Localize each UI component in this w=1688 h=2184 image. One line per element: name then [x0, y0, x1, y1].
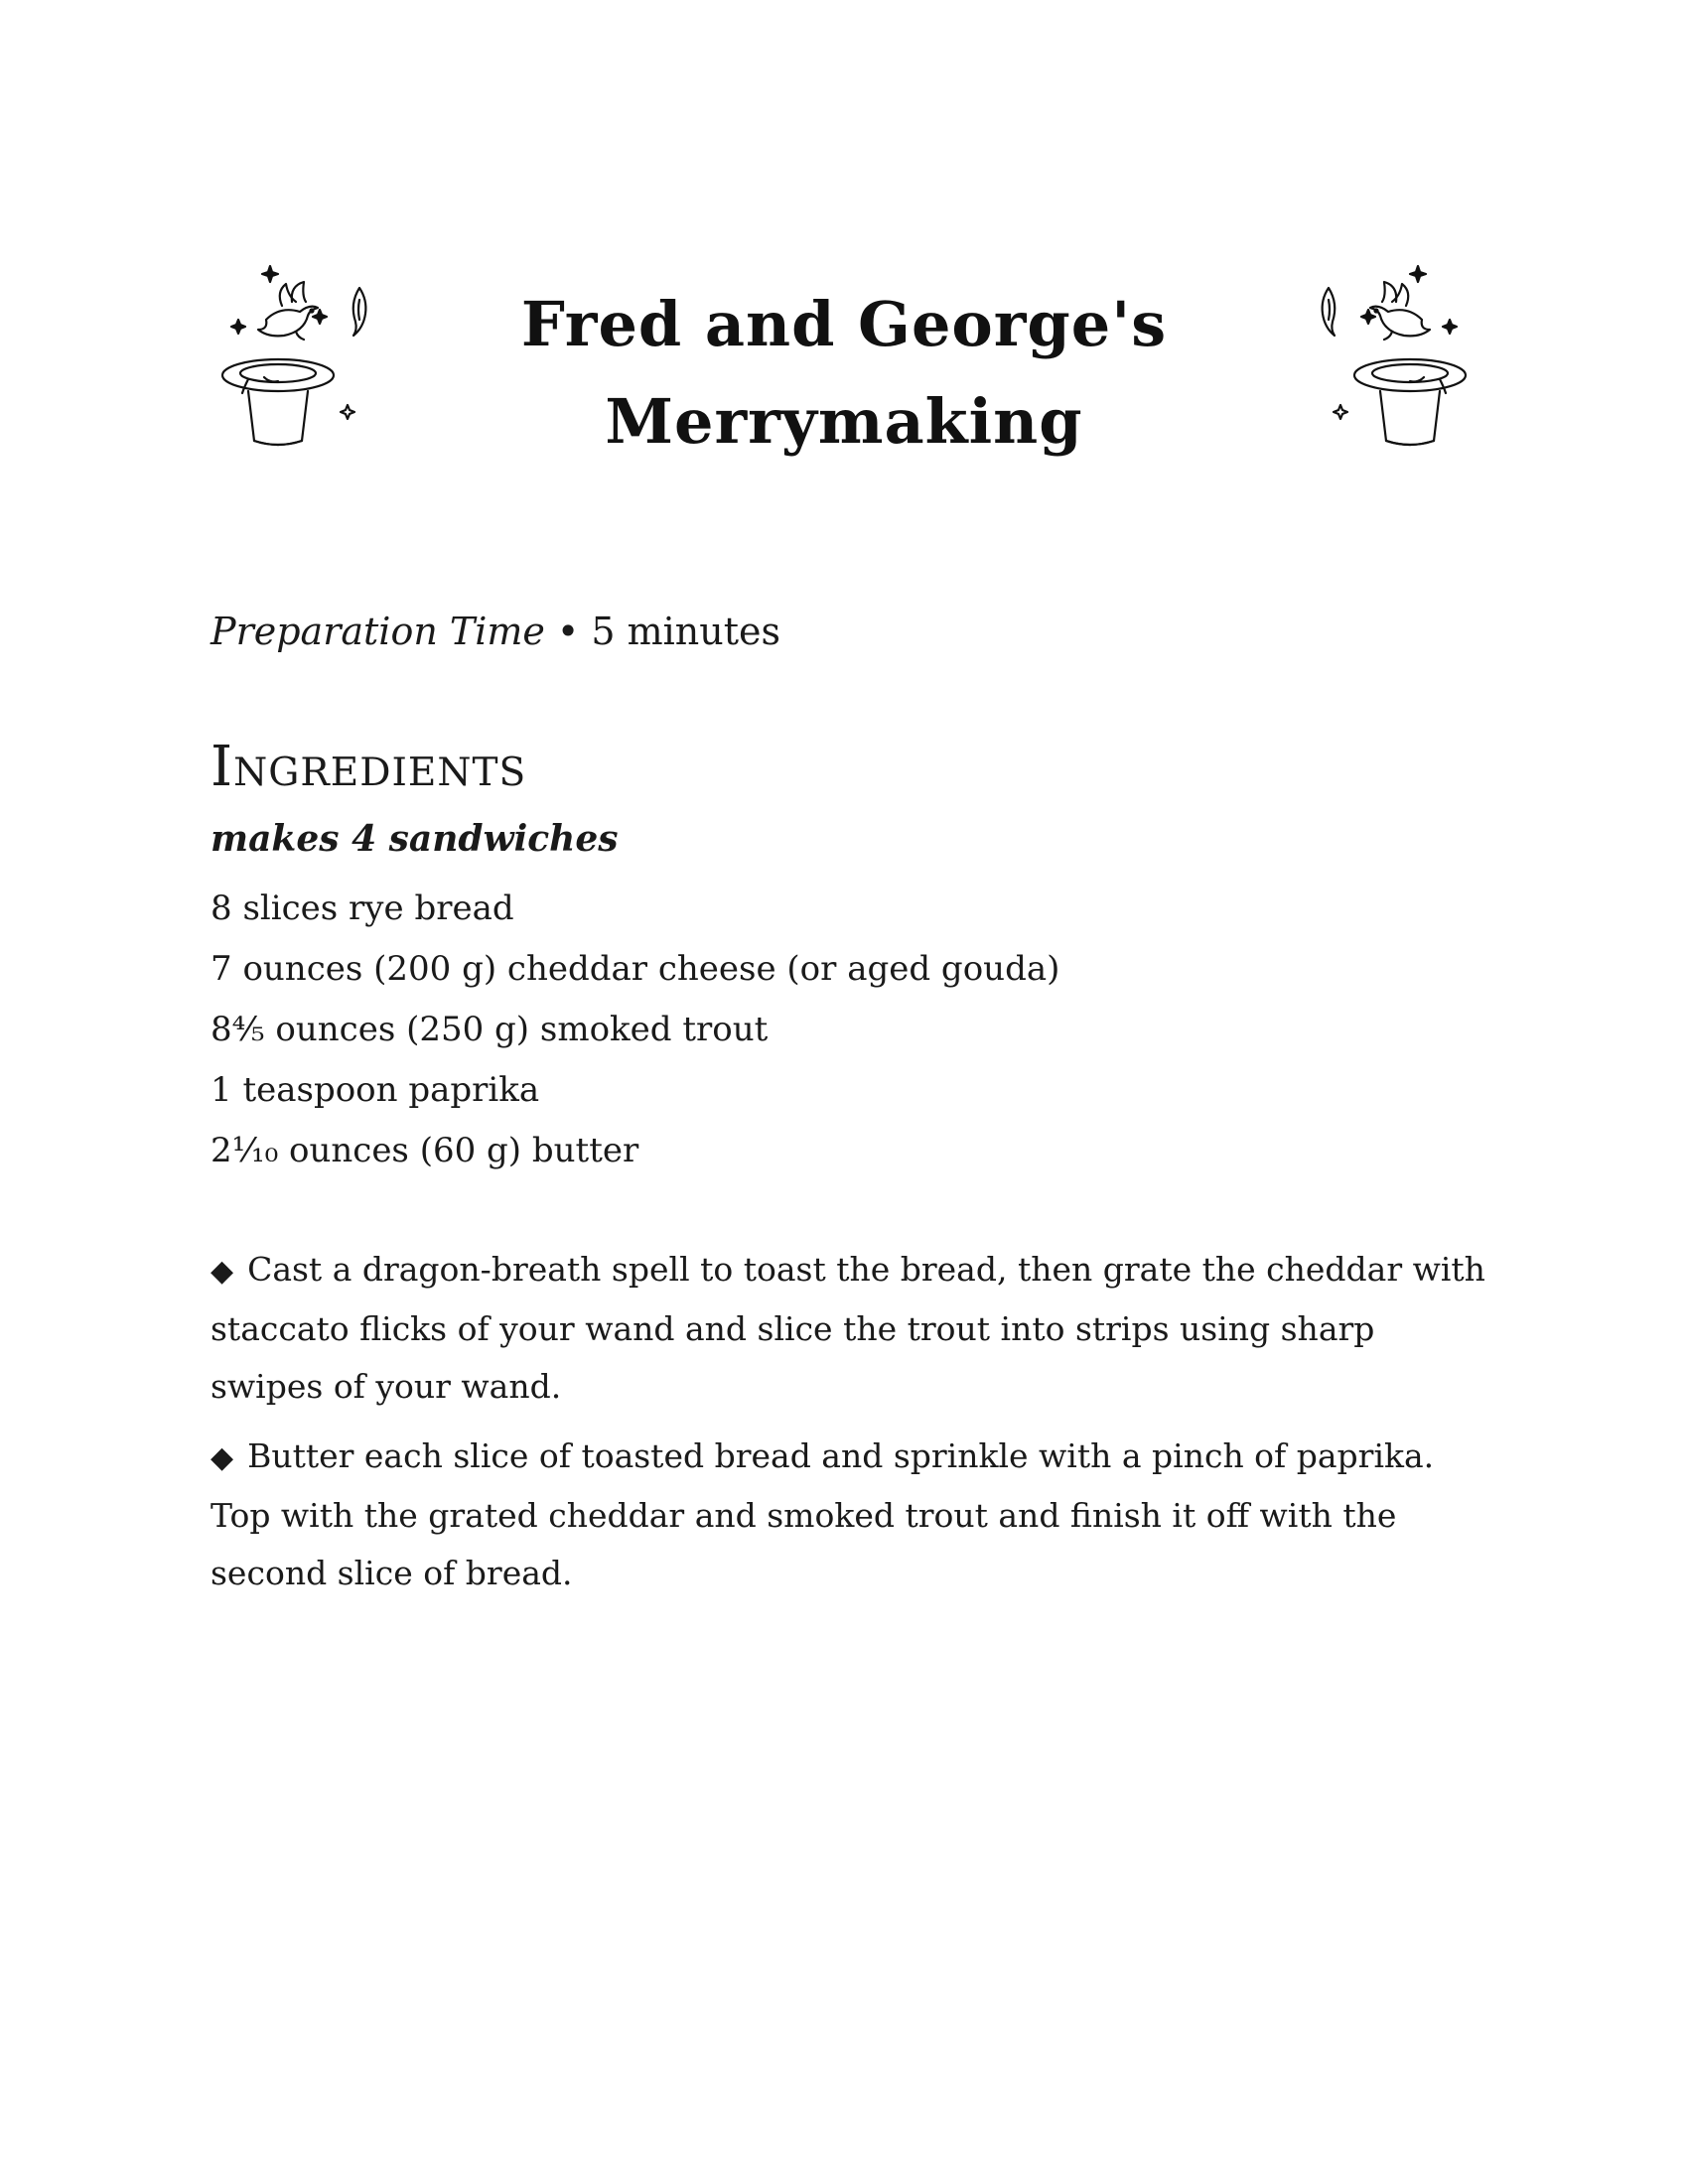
recipe-header [199, 258, 1489, 477]
method-step [211, 1428, 1491, 1602]
recipe-title-line-2: Merrymaking [605, 385, 1083, 458]
magic-hat-dove-icon [209, 258, 387, 457]
ingredient-list [211, 879, 1059, 1181]
diamond-bullet-icon: ◆ [211, 1254, 234, 1289]
method-step-text: Butter each slice of toasted bread and sprinkle with a pinch of paprika. Top with the grated cheddar and smoked trout and finish it off with the second slice of bread. [211, 1436, 1435, 1592]
method-steps [211, 1241, 1491, 1614]
magic-hat-dove-icon [1301, 258, 1479, 457]
diamond-bullet-icon: ◆ [211, 1440, 234, 1475]
ingredients-heading: Ingredients [211, 735, 527, 799]
ingredient-item: 8 slices rye bread [211, 888, 514, 928]
ingredient-item: 8⅘ ounces (250 g) smoked trout [211, 1010, 769, 1049]
ingredient-item: 2¹⁄₁₀ ounces (60 g) butter [211, 1131, 639, 1170]
preparation-time [211, 606, 780, 657]
preparation-time-separator: • [556, 610, 580, 653]
ingredient-item: 1 teaspoon paprika [211, 1070, 540, 1110]
preparation-time-label: Preparation Time [211, 610, 545, 653]
method-step [211, 1241, 1491, 1416]
recipe-title-line-1: Fred and George's [520, 288, 1168, 360]
method-step-text: Cast a dragon-breath spell to toast the bread, then grate the cheddar with staccato flicks of your wand and slice the trout into strips using sharp swipes of your wand. [211, 1250, 1485, 1406]
recipe-yield: makes 4 sandwiches [211, 818, 619, 860]
preparation-time-value: 5 minutes [591, 610, 780, 653]
ingredient-item: 7 ounces (200 g) cheddar cheese (or aged gouda) [211, 949, 1060, 989]
recipe-title [496, 276, 1192, 471]
